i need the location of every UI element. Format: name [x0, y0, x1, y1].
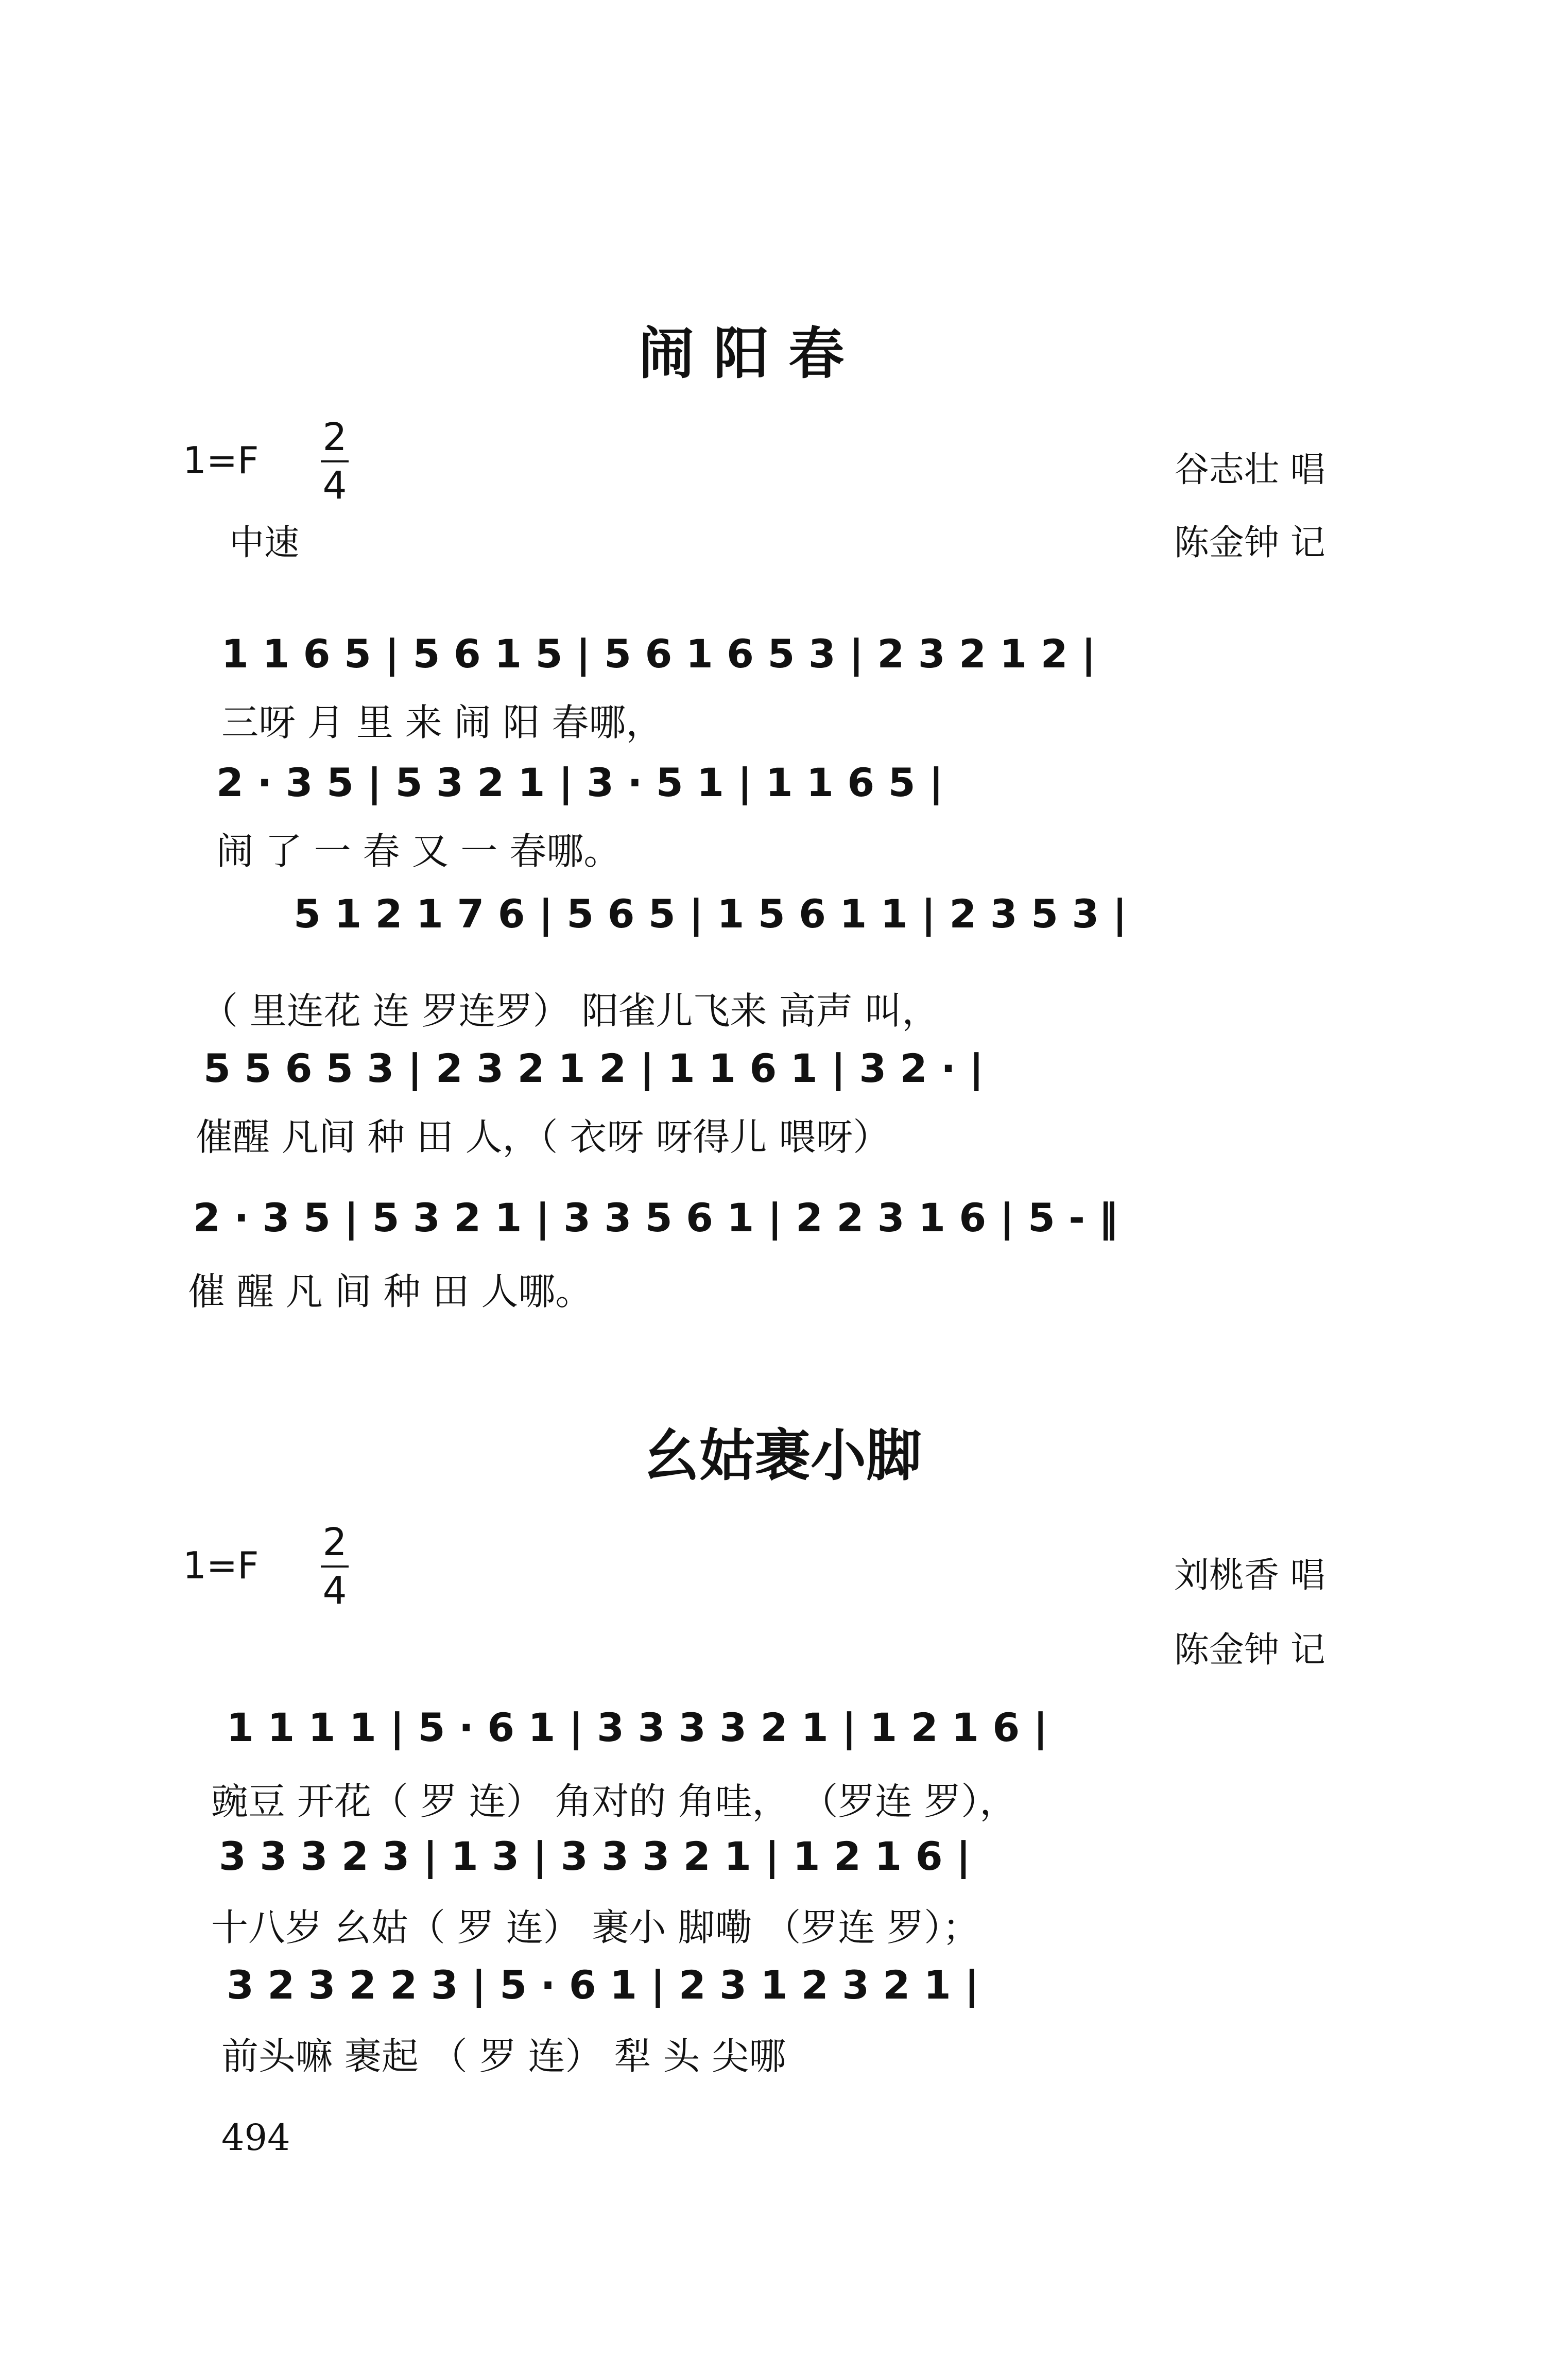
- song-1-staff-1-lyrics: 三呀 月 里 来 闹 阳 春哪，: [221, 701, 663, 744]
- song-1-staff-4-lyrics: 催醒 凡间 种 田 人，（ 衣呀 呀得儿 喂呀）: [196, 1115, 890, 1159]
- song-1-tempo: 中速: [229, 523, 300, 563]
- song-2-singer: 刘桃香 唱: [1174, 1555, 1325, 1596]
- song-2-time-signature: [317, 1520, 353, 1613]
- song-1-staff-3-notes: 5 1 2 1 7 6 | 5 6 5 | 1 5 6 1 1 | 2 3 5 3 |: [294, 891, 1127, 937]
- song-1-staff-3-lyrics: （ 里连花 连 罗连罗） 阳雀儿飞来 高声 叫，: [201, 989, 939, 1032]
- fraction-bar: [321, 1565, 349, 1568]
- fraction-bar: [321, 460, 349, 462]
- song-2-title: 幺姑裹小脚: [644, 1424, 922, 1488]
- song-1-key: 1=F: [183, 439, 259, 482]
- song-1-staff-5-lyrics: 催 醒 凡 间 种 田 人哪。: [188, 1270, 593, 1313]
- song-2-staff-1-notes: 1 1 1 1 | 5 · 6 1 | 3 3 3 3 2 1 | 1 2 1 6 |: [227, 1705, 1048, 1750]
- song-1-recorder: 陈金钟 记: [1174, 523, 1325, 563]
- song-1-time-signature: [317, 415, 353, 508]
- song-1-staff-2-lyrics: 闹 了 一 春 又 一 春哪。: [216, 830, 621, 873]
- song-1-staff-4-notes: 5 5 6 5 3 | 2 3 2 1 2 | 1 1 6 1 | 3 2 · |: [203, 1045, 984, 1091]
- song-2-key: 1=F: [183, 1544, 259, 1587]
- song-2-staff-2-notes: 3 3 3 2 3 | 1 3 | 3 3 3 2 1 | 1 2 1 6 |: [219, 1833, 971, 1879]
- song-1-time-top: 2: [322, 415, 347, 459]
- song-2-staff-3-notes: 3 2 3 2 2 3 | 5 · 6 1 | 2 3 1 2 3 2 1 |: [227, 1962, 979, 2008]
- song-1-staff-5-notes: 2 · 3 5 | 5 3 2 1 | 3 3 5 6 1 | 2 2 3 1 6 | 5 - ‖: [193, 1195, 1118, 1241]
- song-1-staff-1-notes: 1 1 6 5 | 5 6 1 5 | 5 6 1 6 5 3 | 2 3 2 1 2 |: [221, 631, 1096, 677]
- song-1-singer: 谷志壮 唱: [1174, 450, 1325, 490]
- song-1-time-bottom: 4: [322, 463, 347, 508]
- song-2-time-bottom: 4: [322, 1569, 347, 1613]
- song-2-staff-2-lyrics: 十八岁 幺姑（ 罗 连） 裹小 脚嘞 （罗连 罗）；: [211, 1906, 980, 1949]
- song-1-staff-2-notes: 2 · 3 5 | 5 3 2 1 | 3 · 5 1 | 1 1 6 5 |: [216, 760, 943, 805]
- song-1-title: 闹 阳 春: [639, 322, 845, 386]
- song-2-staff-1-lyrics: 豌豆 开花（ 罗 连） 角对的 角哇， （罗连 罗），: [211, 1780, 1017, 1823]
- song-2-staff-3-lyrics: 前头嘛 裹起 （ 罗 连） 犁 头 尖哪: [221, 2035, 786, 2078]
- page-number: 494: [221, 2116, 290, 2159]
- song-2-time-top: 2: [322, 1520, 347, 1564]
- song-2-recorder: 陈金钟 记: [1174, 1630, 1325, 1671]
